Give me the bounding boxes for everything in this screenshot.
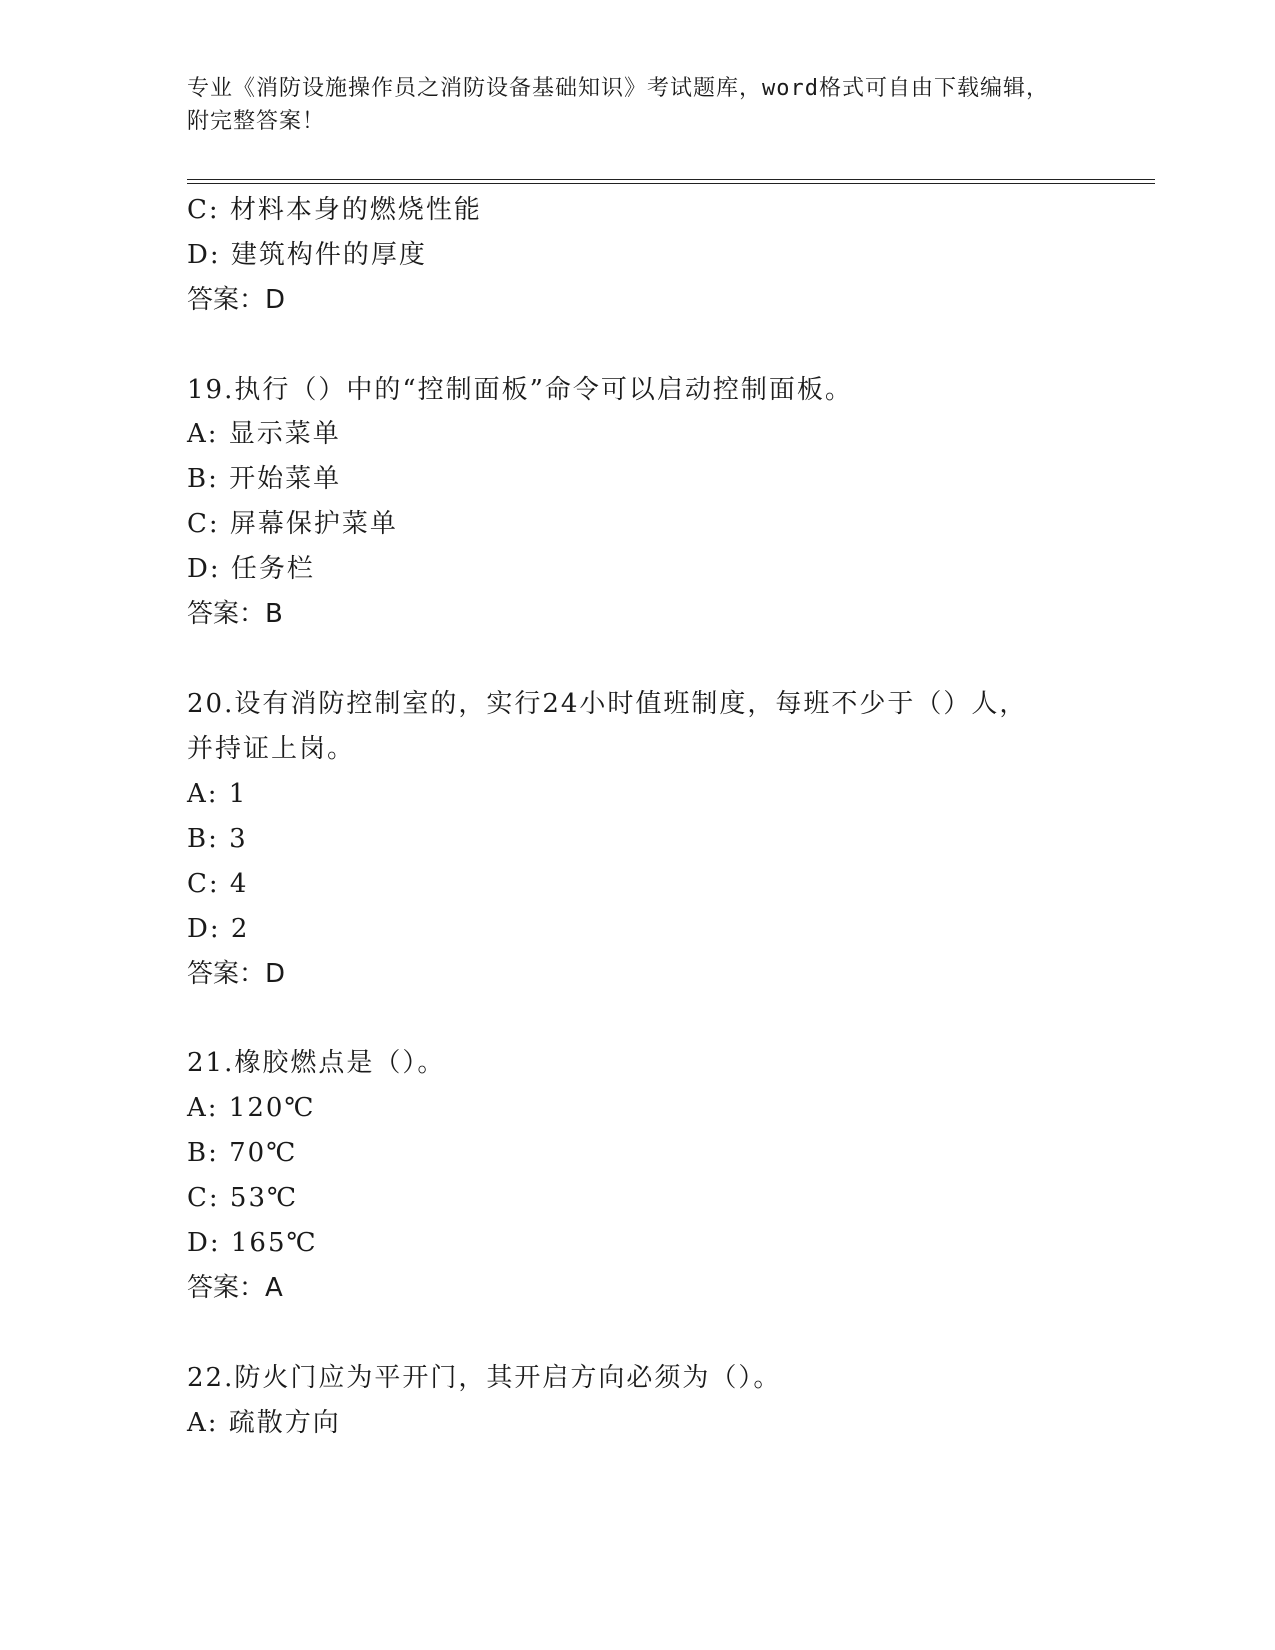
option-a: A: 显示菜单 (187, 419, 341, 449)
header-divider-bottom (187, 183, 1155, 184)
option-d: D: 任务栏 (187, 554, 315, 584)
option-b: B: 3 (187, 824, 248, 854)
answer: 答案：A (187, 1273, 283, 1303)
question-stem: 21.橡胶燃点是（）。 (187, 1048, 446, 1078)
question-stem: 19.执行（）中的“控制面板”命令可以启动控制面板。 (187, 375, 853, 405)
option-b: B: 70℃ (187, 1138, 298, 1168)
question-stem: 20.设有消防控制室的，实行24小时值班制度，每班不少于（）人， (187, 689, 1028, 719)
option-d: D: 建筑构件的厚度 (187, 240, 427, 270)
option-b: B: 开始菜单 (187, 464, 342, 494)
document-header: 专业《消防设施操作员之消防设备基础知识》考试题库，word格式可自由下载编辑，附完整答案！ (187, 76, 1049, 134)
option-c: C: 4 (187, 869, 249, 899)
option-a: A: 1 (187, 779, 248, 809)
header-divider-top (187, 179, 1155, 180)
question-stem-continued: 并持证上岗。 (187, 734, 356, 764)
answer: 答案：D (187, 285, 286, 315)
option-a: A: 疏散方向 (187, 1408, 341, 1438)
option-d: D: 165℃ (187, 1228, 318, 1258)
option-c: C: 材料本身的燃烧性能 (187, 195, 482, 225)
option-a: A: 120℃ (187, 1093, 316, 1123)
question-stem: 22.防火门应为平开门，其开启方向必须为（）。 (187, 1363, 782, 1393)
option-d: D: 2 (187, 914, 250, 944)
option-c: C: 屏幕保护菜单 (187, 509, 398, 539)
answer: 答案：B (187, 599, 283, 629)
answer: 答案：D (187, 959, 286, 989)
option-c: C: 53℃ (187, 1183, 299, 1213)
